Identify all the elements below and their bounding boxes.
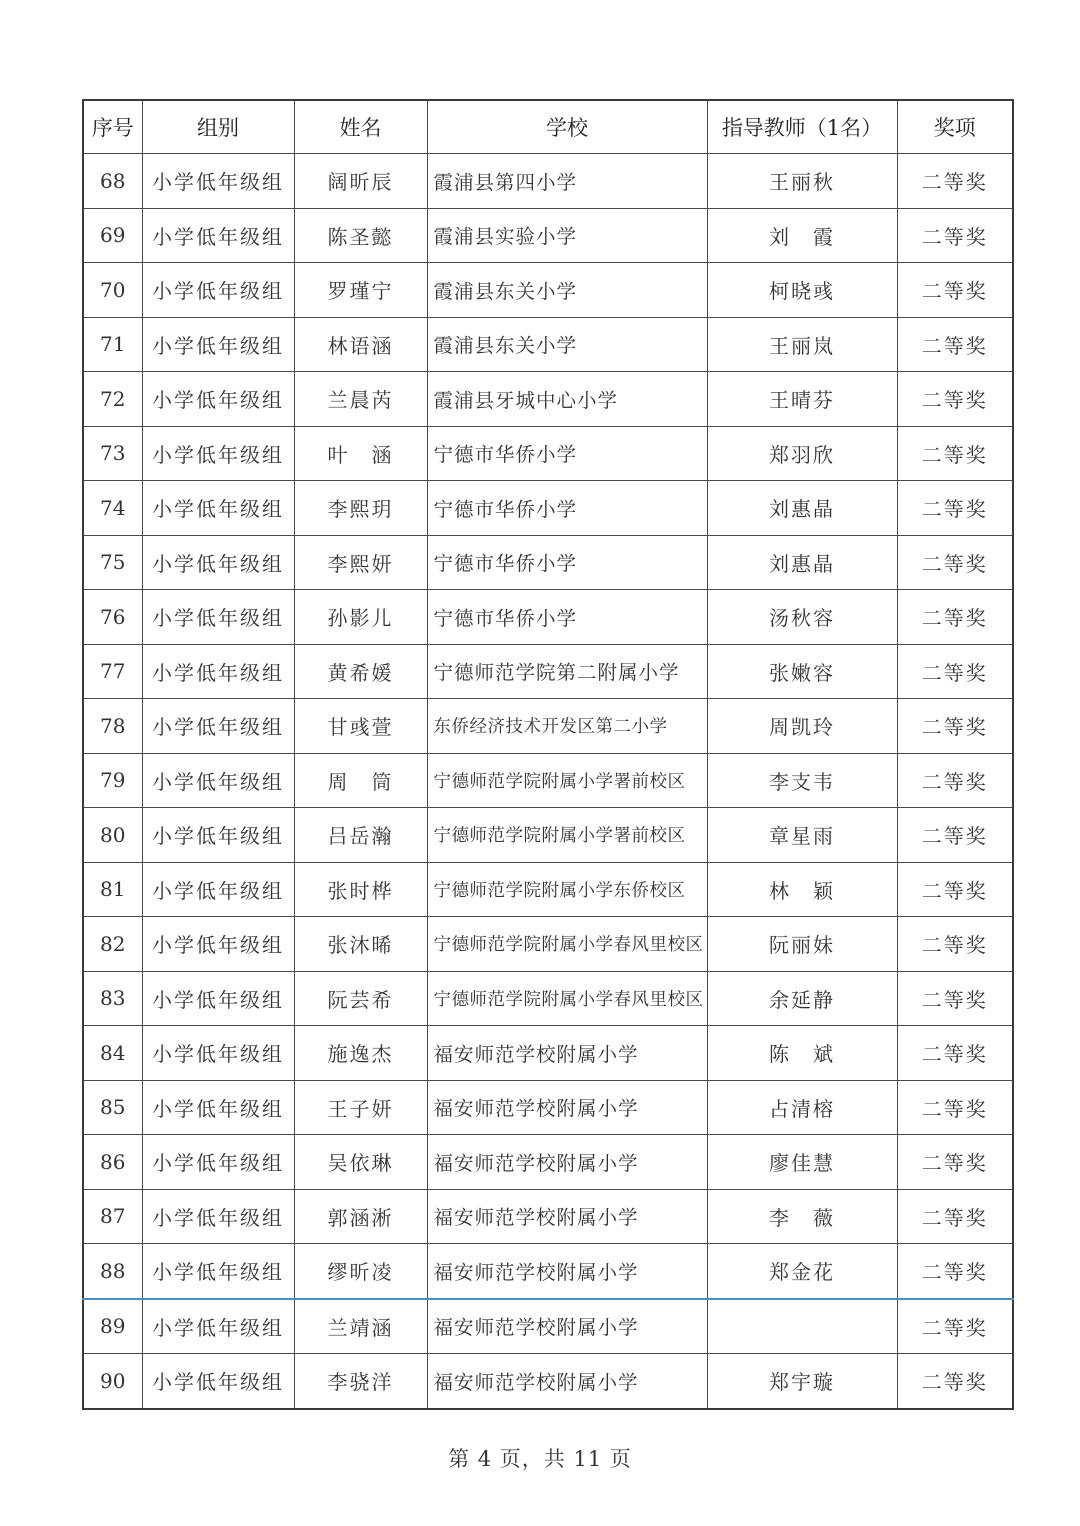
cell-teacher: 廖佳慧 — [707, 1135, 897, 1190]
cell-school: 宁德市华侨小学 — [427, 426, 707, 481]
cell-name: 林语涵 — [294, 317, 427, 372]
cell-award: 二等奖 — [897, 208, 1013, 263]
cell-name: 叶 涵 — [294, 426, 427, 481]
cell-school: 霞浦县东关小学 — [427, 317, 707, 372]
cell-award: 二等奖 — [897, 1135, 1013, 1190]
cell-school: 宁德师范学院附属小学春风里校区 — [427, 971, 707, 1026]
cell-no: 79 — [83, 753, 142, 808]
cell-name: 施逸杰 — [294, 1026, 427, 1081]
cell-teacher: 周凯玲 — [707, 699, 897, 754]
cell-name: 吕岳瀚 — [294, 808, 427, 863]
cell-school: 东侨经济技术开发区第二小学 — [427, 699, 707, 754]
cell-no: 78 — [83, 699, 142, 754]
cell-teacher: 李支韦 — [707, 753, 897, 808]
cell-school: 霞浦县牙城中心小学 — [427, 372, 707, 427]
table-row — [83, 699, 1013, 754]
cell-group: 小学低年级组 — [142, 1299, 294, 1354]
cell-award: 二等奖 — [897, 154, 1013, 209]
table-row — [83, 971, 1013, 1026]
cell-group: 小学低年级组 — [142, 1080, 294, 1135]
cell-teacher: 占清榕 — [707, 1080, 897, 1135]
table-row — [83, 753, 1013, 808]
table-row — [83, 1135, 1013, 1190]
cell-group: 小学低年级组 — [142, 426, 294, 481]
cell-award: 二等奖 — [897, 426, 1013, 481]
header-no: 序号 — [83, 100, 142, 154]
cell-award: 二等奖 — [897, 644, 1013, 699]
cell-no: 86 — [83, 1135, 142, 1190]
table-row — [83, 1299, 1013, 1354]
cell-name: 阮芸希 — [294, 971, 427, 1026]
table-row — [83, 1080, 1013, 1135]
cell-name: 周 筒 — [294, 753, 427, 808]
table-row — [83, 154, 1013, 209]
table-row — [83, 317, 1013, 372]
cell-teacher: 刘 霞 — [707, 208, 897, 263]
cell-teacher: 余延静 — [707, 971, 897, 1026]
cell-group: 小学低年级组 — [142, 971, 294, 1026]
page-footer: 第 4 页，共 11 页 — [448, 1447, 632, 1471]
cell-school: 宁德师范学院附属小学东侨校区 — [427, 862, 707, 917]
cell-teacher: 郑金花 — [707, 1244, 897, 1299]
cell-name: 郭涵淅 — [294, 1189, 427, 1244]
cell-teacher: 刘惠晶 — [707, 481, 897, 536]
cell-name: 张沐晞 — [294, 917, 427, 972]
cell-group: 小学低年级组 — [142, 590, 294, 645]
cell-name: 张时桦 — [294, 862, 427, 917]
cell-no: 72 — [83, 372, 142, 427]
cell-name: 陈圣懿 — [294, 208, 427, 263]
cell-school: 宁德市华侨小学 — [427, 590, 707, 645]
cell-school: 福安师范学校附属小学 — [427, 1244, 707, 1299]
table-row — [83, 917, 1013, 972]
cell-school: 宁德师范学院附属小学春风里校区 — [427, 917, 707, 972]
cell-name: 黄希媛 — [294, 644, 427, 699]
table-row — [83, 1354, 1013, 1409]
table-row — [83, 481, 1013, 536]
cell-teacher: 王丽秋 — [707, 154, 897, 209]
cell-teacher: 阮丽妹 — [707, 917, 897, 972]
cell-award: 二等奖 — [897, 1244, 1013, 1299]
cell-teacher: 汤秋容 — [707, 590, 897, 645]
cell-teacher: 王晴芬 — [707, 372, 897, 427]
cell-no: 69 — [83, 208, 142, 263]
awards-table — [82, 99, 1014, 1410]
cell-award: 二等奖 — [897, 971, 1013, 1026]
cell-award: 二等奖 — [897, 1354, 1013, 1409]
cell-no: 87 — [83, 1189, 142, 1244]
cell-school: 宁德师范学院第二附属小学 — [427, 644, 707, 699]
cell-school: 宁德师范学院附属小学署前校区 — [427, 753, 707, 808]
cell-teacher: 郑羽欣 — [707, 426, 897, 481]
cell-group: 小学低年级组 — [142, 208, 294, 263]
cell-no: 70 — [83, 263, 142, 318]
cell-name: 阔昕辰 — [294, 154, 427, 209]
table-row — [83, 808, 1013, 863]
cell-name: 王子妍 — [294, 1080, 427, 1135]
cell-group: 小学低年级组 — [142, 753, 294, 808]
table-row — [83, 1244, 1013, 1299]
cell-teacher: 张嫩容 — [707, 644, 897, 699]
cell-school: 宁德师范学院附属小学署前校区 — [427, 808, 707, 863]
cell-teacher: 柯晓彧 — [707, 263, 897, 318]
cell-award: 二等奖 — [897, 263, 1013, 318]
cell-award: 二等奖 — [897, 1026, 1013, 1081]
cell-school: 宁德市华侨小学 — [427, 481, 707, 536]
table-body — [83, 154, 1013, 1409]
cell-no: 75 — [83, 535, 142, 590]
cell-no: 83 — [83, 971, 142, 1026]
cell-group: 小学低年级组 — [142, 535, 294, 590]
cell-school: 福安师范学校附属小学 — [427, 1299, 707, 1354]
cell-group: 小学低年级组 — [142, 862, 294, 917]
cell-award: 二等奖 — [897, 1189, 1013, 1244]
cell-school: 福安师范学校附属小学 — [427, 1354, 707, 1409]
cell-award: 二等奖 — [897, 1299, 1013, 1354]
cell-award: 二等奖 — [897, 699, 1013, 754]
cell-group: 小学低年级组 — [142, 1189, 294, 1244]
table-row — [83, 644, 1013, 699]
cell-name: 罗瑾宁 — [294, 263, 427, 318]
cell-no: 84 — [83, 1026, 142, 1081]
header-name: 姓名 — [294, 100, 427, 154]
table-row — [83, 208, 1013, 263]
cell-group: 小学低年级组 — [142, 481, 294, 536]
cell-group: 小学低年级组 — [142, 699, 294, 754]
cell-group: 小学低年级组 — [142, 1135, 294, 1190]
cell-name: 李熙玥 — [294, 481, 427, 536]
cell-group: 小学低年级组 — [142, 317, 294, 372]
cell-teacher: 刘惠晶 — [707, 535, 897, 590]
cell-award: 二等奖 — [897, 535, 1013, 590]
header-award: 奖项 — [897, 100, 1013, 154]
cell-no: 82 — [83, 917, 142, 972]
header-teacher: 指导教师（1名） — [707, 100, 897, 154]
cell-group: 小学低年级组 — [142, 372, 294, 427]
cell-name: 吴依琳 — [294, 1135, 427, 1190]
cell-no: 80 — [83, 808, 142, 863]
cell-no: 74 — [83, 481, 142, 536]
cell-no: 81 — [83, 862, 142, 917]
cell-award: 二等奖 — [897, 372, 1013, 427]
cell-no: 90 — [83, 1354, 142, 1409]
cell-group: 小学低年级组 — [142, 1244, 294, 1299]
table-row — [83, 426, 1013, 481]
cell-no: 77 — [83, 644, 142, 699]
header-group: 组别 — [142, 100, 294, 154]
cell-group: 小学低年级组 — [142, 154, 294, 209]
cell-group: 小学低年级组 — [142, 1354, 294, 1409]
table-row — [83, 590, 1013, 645]
cell-no: 85 — [83, 1080, 142, 1135]
header-row — [83, 100, 1013, 154]
cell-name: 李骁洋 — [294, 1354, 427, 1409]
cell-name: 缪昕凌 — [294, 1244, 427, 1299]
cell-name: 兰晨芮 — [294, 372, 427, 427]
cell-award: 二等奖 — [897, 917, 1013, 972]
cell-school: 霞浦县东关小学 — [427, 263, 707, 318]
cell-award: 二等奖 — [897, 1080, 1013, 1135]
cell-award: 二等奖 — [897, 862, 1013, 917]
header-school: 学校 — [427, 100, 707, 154]
cell-group: 小学低年级组 — [142, 1026, 294, 1081]
cell-award: 二等奖 — [897, 590, 1013, 645]
cell-teacher: 章星雨 — [707, 808, 897, 863]
cell-group: 小学低年级组 — [142, 917, 294, 972]
cell-no: 71 — [83, 317, 142, 372]
cell-award: 二等奖 — [897, 808, 1013, 863]
cell-school: 福安师范学校附属小学 — [427, 1189, 707, 1244]
cell-no: 88 — [83, 1244, 142, 1299]
cell-award: 二等奖 — [897, 317, 1013, 372]
cell-teacher: 王丽岚 — [707, 317, 897, 372]
cell-award: 二等奖 — [897, 481, 1013, 536]
table-row — [83, 862, 1013, 917]
cell-no: 68 — [83, 154, 142, 209]
cell-teacher — [707, 1299, 897, 1354]
cell-school: 宁德市华侨小学 — [427, 535, 707, 590]
cell-group: 小学低年级组 — [142, 263, 294, 318]
cell-group: 小学低年级组 — [142, 808, 294, 863]
cell-award: 二等奖 — [897, 753, 1013, 808]
cell-school: 霞浦县实验小学 — [427, 208, 707, 263]
table-row — [83, 1189, 1013, 1244]
cell-teacher: 李 薇 — [707, 1189, 897, 1244]
cell-teacher: 郑宇璇 — [707, 1354, 897, 1409]
cell-name: 甘彧萱 — [294, 699, 427, 754]
cell-no: 89 — [83, 1299, 142, 1354]
cell-school: 福安师范学校附属小学 — [427, 1135, 707, 1190]
table-row — [83, 263, 1013, 318]
cell-school: 霞浦县第四小学 — [427, 154, 707, 209]
cell-teacher: 陈 斌 — [707, 1026, 897, 1081]
cell-name: 兰靖涵 — [294, 1299, 427, 1354]
cell-no: 76 — [83, 590, 142, 645]
cell-school: 福安师范学校附属小学 — [427, 1080, 707, 1135]
cell-name: 李熙妍 — [294, 535, 427, 590]
table-row — [83, 372, 1013, 427]
cell-school: 福安师范学校附属小学 — [427, 1026, 707, 1081]
cell-teacher: 林 颖 — [707, 862, 897, 917]
cell-name: 孙影儿 — [294, 590, 427, 645]
cell-group: 小学低年级组 — [142, 644, 294, 699]
table-row — [83, 535, 1013, 590]
table-row — [83, 1026, 1013, 1081]
cell-no: 73 — [83, 426, 142, 481]
